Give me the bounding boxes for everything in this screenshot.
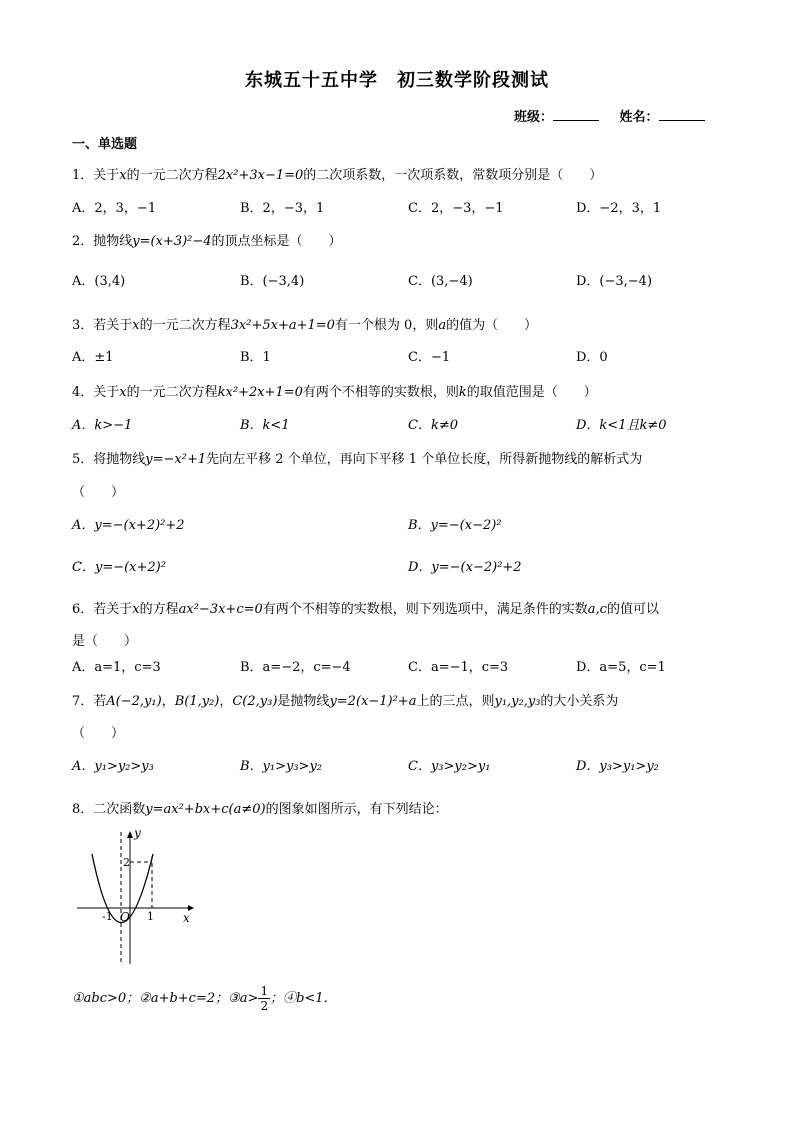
- question-1-stem: 1．关于x的一元二次方程2x²+3x−1=0的二次项系数，一次项系数，常数项分别是（ ）: [72, 168, 603, 183]
- question-6-stem-cont: 是（ ）: [72, 634, 138, 649]
- label-one: 1: [147, 910, 154, 923]
- question-4-stem: 4．关于x的一元二次方程kx²+2x+1=0有两个不相等的实数根，则k的取值范围是（ ）: [72, 385, 597, 400]
- q2-option-b: B．(−3,4): [240, 274, 305, 289]
- q1-option-a: A．2，3，−1: [72, 201, 157, 216]
- question-8-conclusions: ①abc>0；②a+b+c=2；③a> $\frac{1}{2}$ ；④b<1．: [72, 984, 337, 1013]
- question-2-stem: 2．抛物线y=(x+3)²−4的顶点坐标是（ ）: [72, 234, 342, 249]
- label-two: 2: [123, 856, 130, 869]
- q4-option-b: B．k<1: [240, 418, 290, 433]
- q3-option-c: C．−1: [408, 350, 451, 365]
- q1-option-b: B．2，−3，1: [240, 201, 325, 216]
- section-heading: 一、单选题: [72, 137, 138, 152]
- label-minus-one: -1: [102, 910, 113, 923]
- x-axis-label: x: [183, 911, 190, 925]
- page-title: 东城五十五中学 初三数学阶段测试: [245, 70, 549, 91]
- label-origin: O: [120, 910, 130, 924]
- y-axis-arrow: [127, 831, 133, 838]
- q4-option-c: C．k≠0: [408, 418, 458, 433]
- q1-option-c: C．2，−3，−1: [408, 201, 504, 216]
- q6-option-b: B．a=−2，c=−4: [240, 660, 351, 675]
- q6-option-d: D．a=5，c=1: [576, 660, 666, 675]
- question-3-stem: 3．若关于x的一元二次方程3x²+5x+a+1=0有一个根为 0，则a的值为（ ）: [72, 318, 538, 333]
- q2-option-d: D．(−3,−4): [576, 274, 653, 289]
- q7-option-c: C．y₃>y₂>y₁: [408, 759, 491, 774]
- question-8-stem: 8．二次函数y=ax²+bx+c(a≠0)的图象如图所示，有下列结论：: [72, 802, 448, 817]
- question-6-stem: 6．若关于x的方程ax²−3x+c=0有两个不相等的实数根，则下列选项中，满足条件的实数a,c的值可以: [72, 602, 659, 617]
- student-info: [514, 106, 721, 125]
- q6-option-c: C．a=−1，c=3: [408, 660, 509, 675]
- question-5-stem: 5．将抛物线y=−x²+1先向左平移 2 个单位，再向下平移 1 个单位长度，所得新抛物线的解析式为: [72, 452, 643, 467]
- question-5-stem-cont: （ ）: [72, 485, 125, 500]
- class-label: 班级：: [514, 110, 554, 125]
- fraction-one-half: $\frac{1}{2}$: [260, 984, 269, 1013]
- q7-option-b: B．y₁>y₃>y₂: [240, 759, 323, 774]
- q3-option-a: A．±1: [72, 350, 114, 365]
- q6-option-a: A．a=1，c=3: [72, 660, 161, 675]
- q4-option-a: A．k>−1: [72, 418, 133, 433]
- q1-option-d: D．−2，3，1: [576, 201, 662, 216]
- class-blank[interactable]: [553, 120, 599, 121]
- q4-option-d: D．k<1且k≠0: [576, 418, 667, 433]
- q5-option-d: D．y=−(x−2)²+2: [408, 560, 522, 575]
- question-7-stem-cont: （ ）: [72, 726, 125, 741]
- q7-option-a: A．y₁>y₂>y₃: [72, 759, 154, 774]
- y-axis-label: y: [134, 826, 141, 840]
- q5-option-b: B．y=−(x−2)²: [408, 518, 502, 533]
- q3-option-b: B．1: [240, 350, 271, 365]
- q7-option-d: D．y₃>y₁>y₂: [576, 759, 659, 774]
- name-label: 姓名：: [619, 110, 659, 125]
- name-blank[interactable]: [659, 120, 705, 121]
- q5-option-a: A．y=−(x+2)²+2: [72, 518, 185, 533]
- q5-option-c: C．y=−(x+2)²: [72, 560, 166, 575]
- q2-option-a: A．(3,4): [72, 274, 126, 289]
- q2-option-c: C．(3,−4): [408, 274, 473, 289]
- question-7-stem: 7．若A(−2,y₁)，B(1,y₂)，C(2,y₃)是抛物线y=2(x−1)²+a上的三点，则y₁,y₂,y₃的大小关系为: [72, 694, 619, 709]
- q3-option-d: D．0: [576, 350, 608, 365]
- parabola-graph: [72, 826, 197, 966]
